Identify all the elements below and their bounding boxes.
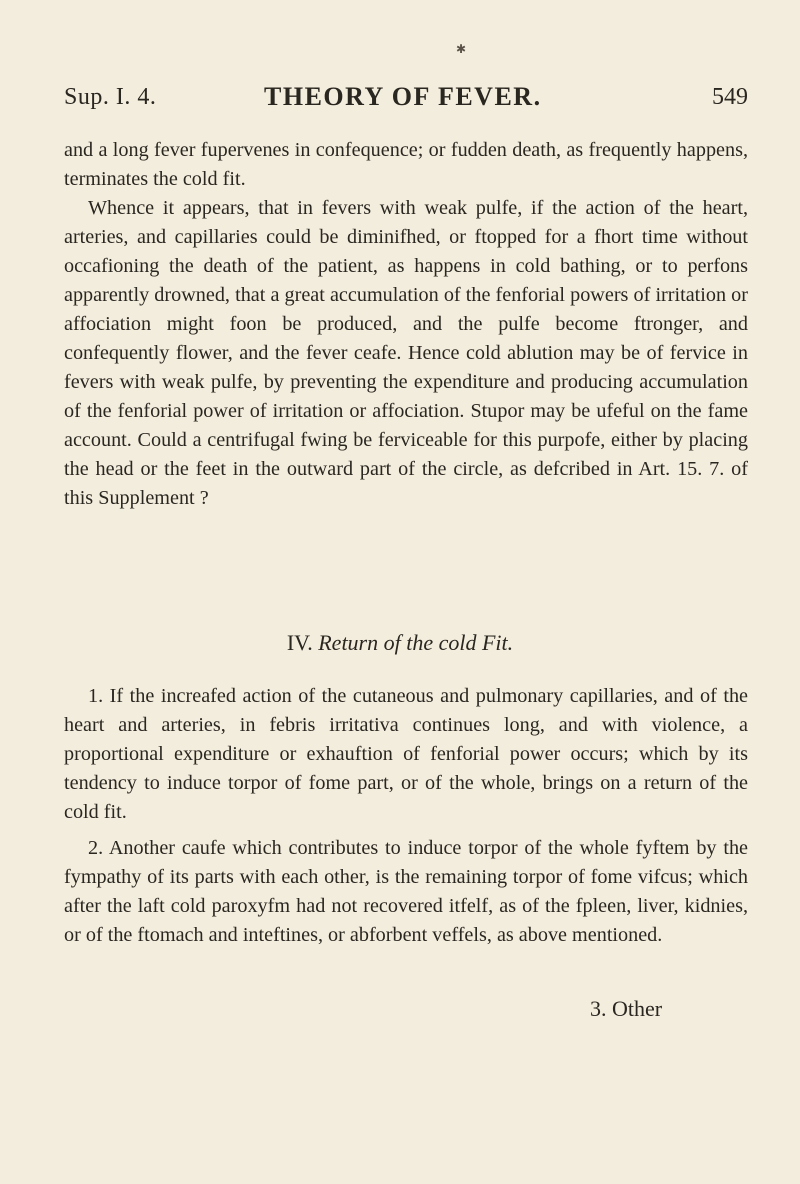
ink-mark: ✱ bbox=[456, 42, 467, 56]
section-number: IV. bbox=[286, 630, 313, 655]
section-paragraph-2 bbox=[64, 834, 748, 950]
paragraph-text: 2. Another caufe which contributes to induce torpor of the whole fyftem by the fympathy of its parts with each other, is the remaining torpor of fome vifcus; which after the laft cold paroxyfm had not recovered itfelf, as of the fpleen, liver, kidnies, or of the ftomach and inteftines, or abforbent veffels, as above mentioned. bbox=[64, 837, 748, 946]
section-heading bbox=[0, 630, 800, 656]
running-header bbox=[64, 80, 748, 120]
catchword: 3. Other bbox=[590, 996, 663, 1021]
paragraph-text: 1. If the increafed action of the cutaneous and pulmonary capillaries, and of the heart and arteries, in febris irritativa continues long, and with violence, a proportional expenditure or exhauftion of fenforial power occurs; which by its tendency to induce torpor of fome part, or of the whole, brings on a return of the cold fit. bbox=[64, 685, 748, 823]
running-title: THEORY OF FEVER. bbox=[264, 82, 542, 111]
intro-text bbox=[64, 136, 748, 513]
page-number: 549 bbox=[712, 84, 748, 110]
intro-paragraph-2: Whence it appears, that in fevers with weak pulfe, if the action of the heart, arteries, and capillaries could be diminifhed, or ftopped for a fhort time without occafioning the death of the patient, as happens in cold bathing, or to perfons apparently drowned, that a great accumulation of the fenforial powers of irritation or affociation might foon be produced, and the pulfe become ftronger, and confequently flower, and the fever ceafe. Hence cold ablution may be of fervice in fevers with weak pulfe, by preventing the expenditure and producing accumulation of the fenforial power of irritation or affociation. Stupor may be ufeful on the fame account. Could a centrifugal fwing be ferviceable for this purpofe, either by placing the head or the feet in the outward part of the circle, as defcribed in Art. 15. 7. of this Supplement ? bbox=[64, 197, 748, 509]
section-reference: Sup. I. 4. bbox=[64, 84, 157, 110]
intro-paragraph-1: and a long fever fupervenes in confequence; or fudden death, as frequently happens, terminates the cold fit. bbox=[64, 139, 748, 190]
section-title: Return of the cold Fit. bbox=[318, 630, 514, 655]
section-paragraph-1 bbox=[64, 682, 748, 827]
